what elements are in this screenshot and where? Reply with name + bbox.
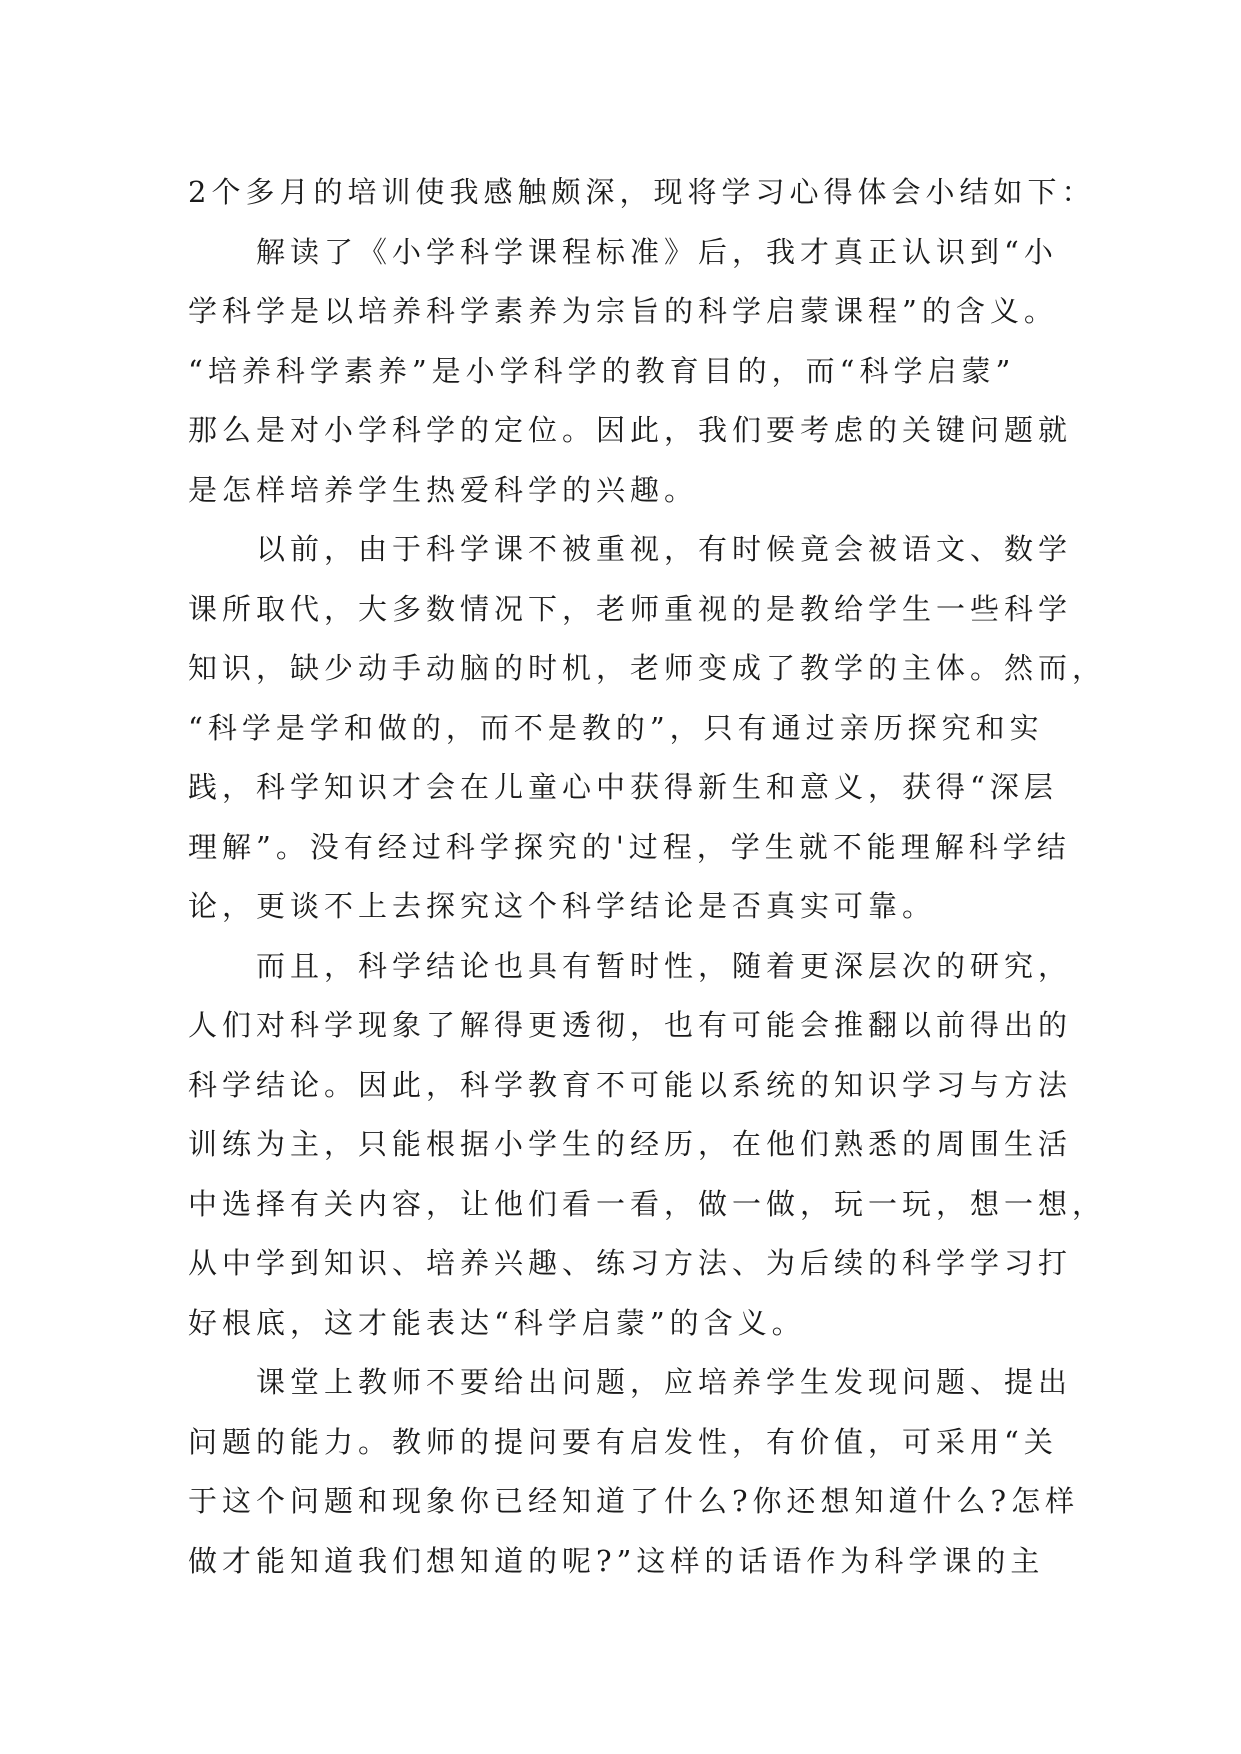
text-line: 课所取代，大多数情况下，老师重视的是教给学生一些科学 [188,591,1073,626]
text-line: 那么是对小学科学的定位。因此，我们要考虑的关键问题就 [188,413,1073,447]
text-line: 践，科学知识才会在儿童心中获得新生和意义，获得“深层 [188,770,1058,804]
text-line: 2个多月的培训使我感触颇深，现将学习心得体会小结如下： [188,175,1096,209]
text-line: 是怎样培养学生热爱科学的兴趣。 [188,472,699,507]
text-line: 从中学到知识、培养兴趣、练习方法、为后续的科学学习打 [188,1246,1073,1280]
document-body [188,163,1107,1591]
text-line: 于这个问题和现象你已经知道了什么?你还想知道什么?怎样 [188,1484,1080,1518]
paragraph-first-line: 解读了《小学科学课程标准》后，我才真正认识到“小 [256,234,1058,269]
text-line: 科学结论。因此，科学教育不可能以系统的知识学习与方法 [188,1067,1073,1102]
text-line: 训练为主，只能根据小学生的经历，在他们熟悉的周围生活 [188,1127,1073,1161]
text-line: 好根底，这才能表达“科学启蒙”的含义。 [188,1305,806,1340]
paragraph-first-line: 而且，科学结论也具有暂时性，随着更深层次的研究， [256,948,1073,983]
text-line: 学科学是以培养科学素养为宗旨的科学启蒙课程”的含义。 [188,294,1058,328]
text-line: 做才能知道我们想知道的呢?”这样的话语作为科学课的主 [188,1543,1045,1578]
text-line: 论，更谈不上去探究这个科学结论是否真实可靠。 [188,889,937,923]
text-line: 理解”。没有经过科学探究的'过程，学生就不能理解科学结 [188,829,1071,864]
text-line: 中选择有关内容，让他们看一看，做一做，玩一玩，想一想， [188,1186,1107,1221]
text-line: “科学是学和做的，而不是教的”，只有通过亲历探究和实 [188,710,1044,745]
text-line: “培养科学素养”是小学科学的教育目的，而“科学启蒙” [188,353,1016,388]
text-line: 知识，缺少动手动脑的时机，老师变成了教学的主体。然而， [188,651,1107,685]
text-line: 问题的能力。教师的提问要有启发性，有价值，可采用“关 [188,1424,1058,1459]
text-line: 人们对科学现象了解得更透彻，也有可能会推翻以前得出的 [188,1008,1073,1042]
paragraph-first-line: 以前，由于科学课不被重视，有时候竟会被语文、数学 [256,532,1073,566]
paragraph-first-line: 课堂上教师不要给出问题，应培养学生发现问题、提出 [256,1365,1073,1399]
